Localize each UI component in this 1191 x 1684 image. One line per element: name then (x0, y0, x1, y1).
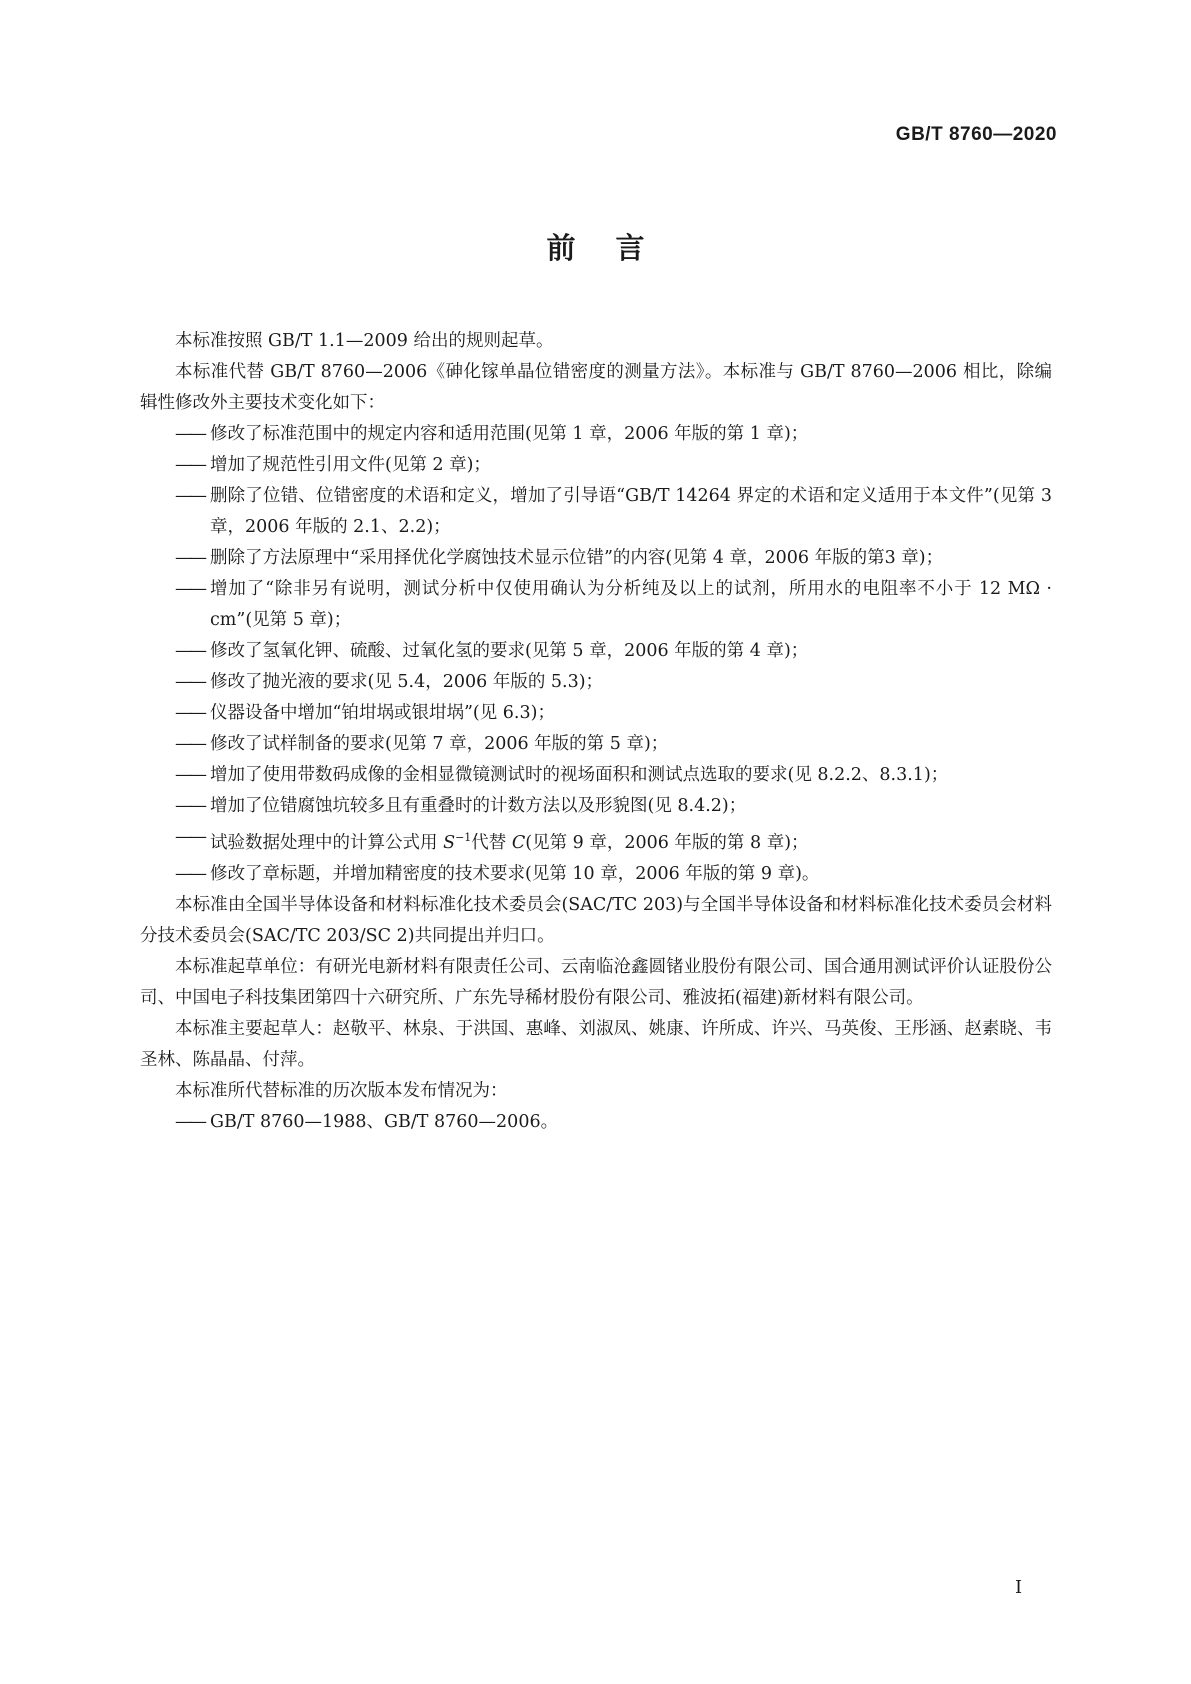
paragraph-drafting-rules: 本标准按照 GB/T 1.1—2009 给出的规则起草。 (175, 331, 554, 351)
list-dash: —— (175, 765, 204, 785)
list-item: —— 增加了“除非另有说明，测试分析中仅使用确认为分析纯及以上的试剂，所用水的电阻率不小于 12 MΩ · cm”(见第 5 章)； (140, 574, 1052, 636)
list-dash: —— (175, 579, 204, 599)
page-title: 前言 (546, 231, 685, 265)
list-dash: —— (175, 486, 204, 506)
list-item: —— 删除了方法原理中“采用择优化学腐蚀技术显示位错”的内容(见第 4 章，2006 年版的第3 章)； (140, 543, 1052, 574)
list-dash: —— (175, 863, 204, 884)
list-dash: —— (175, 734, 204, 754)
list-dash: —— (175, 424, 204, 444)
paragraph-drafters: 本标准主要起草人：赵敬平、林泉、于洪国、惠峰、刘淑凤、姚康、许所成、许兴、马英俊、王彤涵、赵素晓、韦圣林、陈晶晶、付萍。 (140, 1018, 1052, 1070)
exponent: −1 (455, 831, 472, 844)
list-dash: —— (175, 1111, 204, 1132)
list-dash: —— (175, 796, 204, 816)
list-item: —— 删除了位错、位错密度的术语和定义，增加了引导语“GB/T 14264 界定的术语和定义适用于本文件”(见第 3 章，2006 年版的 2.1、2.2)； (140, 481, 1052, 543)
list-item: —— 增加了位错腐蚀坑较多且有重叠时的计数方法以及形貌图(见 8.4.2)； (140, 791, 1052, 822)
list-item: —— 仪器设备中增加“铂坩埚或银坩埚”(见 6.3)； (140, 698, 1052, 729)
list-item: —— 修改了氢氧化钾、硫酸、过氧化氢的要求(见第 5 章，2006 年版的第 4 章)； (140, 636, 1052, 667)
paragraph-replacement: 本标准代替 GB/T 8760—2006《砷化镓单晶位错密度的测量方法》。本标准与 GB/T 8760—2006 相比，除编辑性修改外主要技术变化如下： (140, 362, 1052, 413)
list-item: —— 增加了规范性引用文件(见第 2 章)； (140, 450, 1052, 481)
document-body (140, 326, 1052, 1138)
paragraph-proposer: 本标准由全国半导体设备和材料标准化技术委员会(SAC/TC 203)与全国半导体设备和材料标准化技术委员会材料分技术委员会(SAC/TC 203/SC 2)共同提出并归口。 (140, 894, 1052, 946)
history-item: —— GB/T 8760—1988、GB/T 8760—2006。 (140, 1107, 1052, 1138)
symbol-s: S (443, 832, 456, 853)
list-item: —— 增加了使用带数码成像的金相显微镜测试时的视场面积和测试点选取的要求(见 8.2.2、8.3.1)； (140, 760, 1052, 791)
page-number: I (1015, 1577, 1023, 1598)
paragraph-history-intro: 本标准所代替标准的历次版本发布情况为： (175, 1080, 508, 1101)
list-item: —— 修改了标准范围中的规定内容和适用范围(见第 1 章，2006 年版的第 1 章)； (140, 419, 1052, 450)
list-dash: —— (175, 703, 204, 723)
symbol-c: C (511, 832, 526, 853)
list-dash: —— (175, 455, 204, 475)
list-dash: —— (175, 548, 204, 568)
standard-number: GB/T 8760—2020 (895, 124, 1057, 145)
changes-list (140, 419, 1052, 890)
list-dash: —— (175, 672, 204, 692)
list-item: —— 修改了试样制备的要求(见第 7 章，2006 年版的第 5 章)； (140, 729, 1052, 760)
list-dash: —— (175, 641, 204, 661)
list-item: —— 修改了章标题，并增加精密度的技术要求(见第 10 章，2006 年版的第 9 章)。 (140, 859, 1052, 890)
list-dash: —— (175, 827, 204, 847)
list-item-formula: —— 试验数据处理中的计算公式用 $S^{-1}$代替 C(见第 9 章，2006 年版的第 8 章)； (140, 822, 1052, 859)
paragraph-drafting-units: 本标准起草单位：有研光电新材料有限责任公司、云南临沧鑫圆锗业股份有限公司、国合通用测试评价认证股份公司、中国电子科技集团第四十六研究所、广东先导稀材股份有限公司、雅波拓(福建)新材料有限公司。 (140, 956, 1052, 1008)
list-item: —— 修改了抛光液的要求(见 5.4，2006 年版的 5.3)； (140, 667, 1052, 698)
